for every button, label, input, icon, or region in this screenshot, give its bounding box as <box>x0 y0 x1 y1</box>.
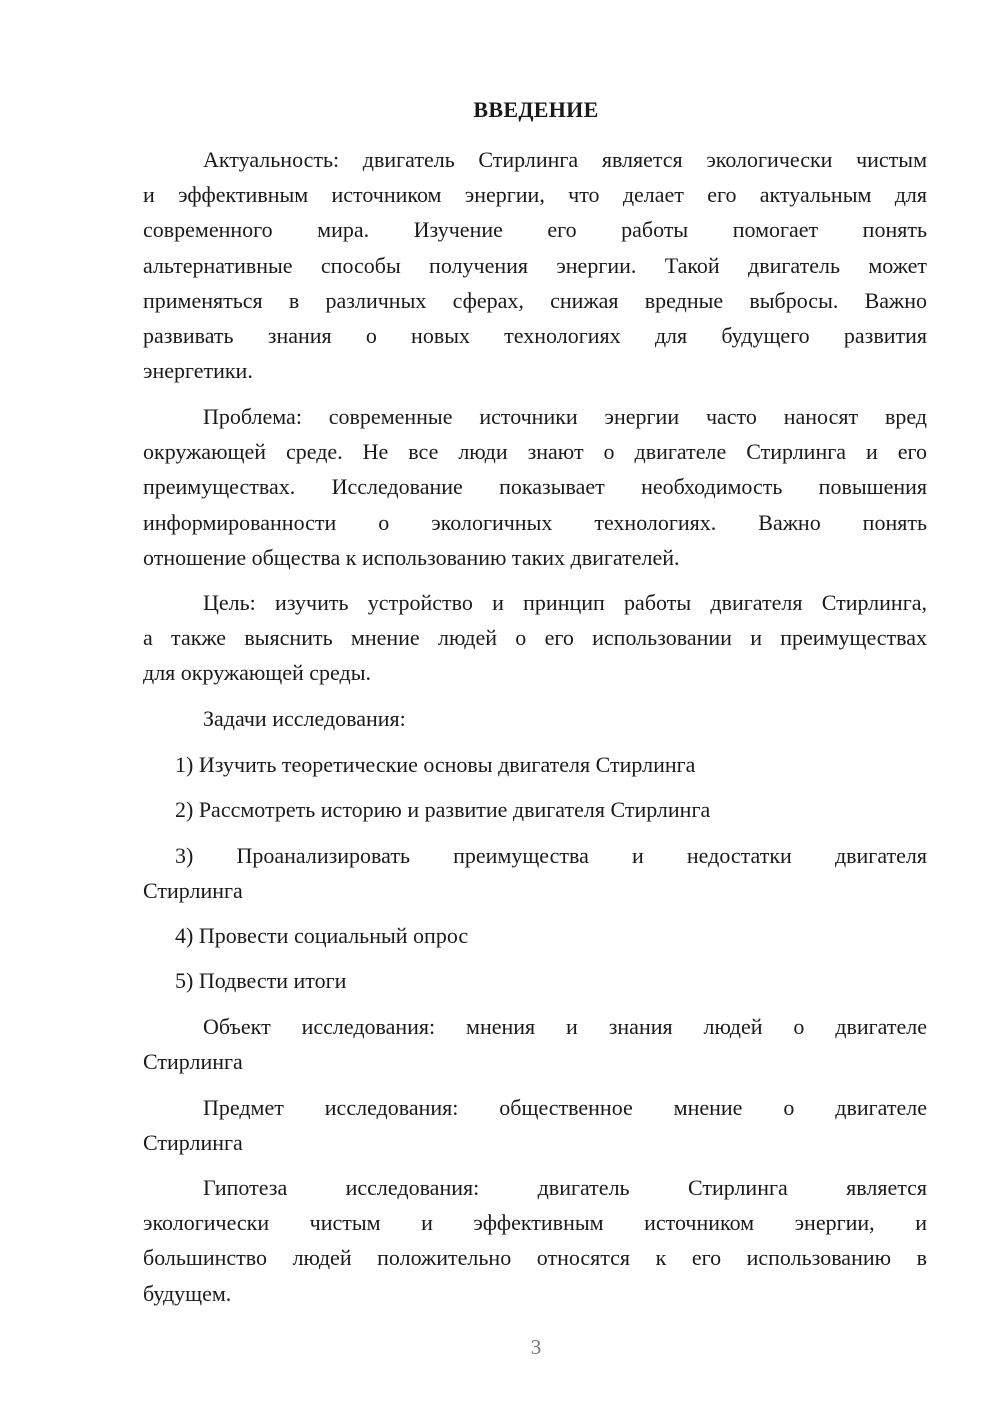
problem-paragraph <box>143 399 927 575</box>
object-paragraph <box>143 1009 927 1079</box>
paragraph-line: преимуществах. Исследование показывает необходимость повышения <box>143 474 927 500</box>
paragraph-line: экологически чистым и эффективным источником энергии, и <box>143 1210 927 1236</box>
paragraph-line: Гипотеза исследования: двигатель Стирлинга является <box>203 1175 927 1200</box>
list-item: 2) Рассмотреть историю и развитие двигателя Стирлинга <box>175 797 711 822</box>
paragraph-line: для окружающей среды. <box>143 660 371 686</box>
paragraph-line: Проблема: современные источники энергии часто наносят вред <box>203 404 927 429</box>
paragraph-line: развивать знания о новых технологиях для будущего развития <box>143 322 927 348</box>
task-item-5 <box>143 963 927 998</box>
tasks-heading-text: Задачи исследования: <box>203 706 406 731</box>
paragraph-line: современного мира. Изучение его работы помогает понять <box>143 217 927 243</box>
list-item: 4) Провести социальный опрос <box>175 923 469 948</box>
paragraph-line: Предмет исследования: общественное мнение о двигателе <box>203 1095 927 1120</box>
paragraph-line: большинство людей положительно относятся к его использованию в <box>143 1245 927 1271</box>
document-title: ВВЕДЕНИЕ <box>473 97 599 122</box>
list-item: 3) Проанализировать преимущества и недостатки двигателя <box>175 843 927 868</box>
hypothesis-paragraph <box>143 1170 927 1311</box>
paragraph-line: Стирлинга <box>143 1049 243 1075</box>
paragraph-line: будущем. <box>143 1280 232 1306</box>
task-item-3 <box>143 838 927 908</box>
relevance-paragraph <box>143 142 927 388</box>
list-item: 5) Подвести итоги <box>175 968 347 993</box>
goal-paragraph <box>143 585 927 691</box>
subject-paragraph <box>143 1090 927 1160</box>
list-item: 1) Изучить теоретические основы двигателя Стирлинга <box>175 752 696 777</box>
paragraph-line: энергетики. <box>143 358 253 384</box>
paragraph-line: Цель: изучить устройство и принцип работы двигателя Стирлинга, <box>203 590 927 615</box>
task-item-1 <box>143 747 927 782</box>
paragraph-line: альтернативные способы получения энергии. Такой двигатель может <box>143 252 927 278</box>
paragraph-line: Актуальность: двигатель Стирлинга является экологически чистым <box>203 147 927 172</box>
tasks-heading <box>143 701 927 736</box>
paragraph-line: и эффективным источником энергии, что делает его актуальным для <box>143 182 927 208</box>
task-item-4 <box>143 918 927 953</box>
paragraph-line: отношение общества к использованию таких двигателей. <box>143 544 680 570</box>
page-number: 3 <box>530 1335 542 1359</box>
paragraph-line: а также выяснить мнение людей о его использовании и преимуществах <box>143 625 927 651</box>
paragraph-line: Стирлинга <box>143 1130 243 1156</box>
paragraph-line: информированности о экологичных технологиях. Важно понять <box>143 509 927 535</box>
paragraph-line: применяться в различных сферах, снижая вредные выбросы. Важно <box>143 287 927 313</box>
paragraph-line: Объект исследования: мнения и знания людей о двигателе <box>203 1014 927 1039</box>
paragraph-line: окружающей среде. Не все люди знают о двигателе Стирлинга и его <box>143 439 927 465</box>
task-item-2 <box>143 792 927 827</box>
list-item-continuation: Стирлинга <box>143 878 243 904</box>
